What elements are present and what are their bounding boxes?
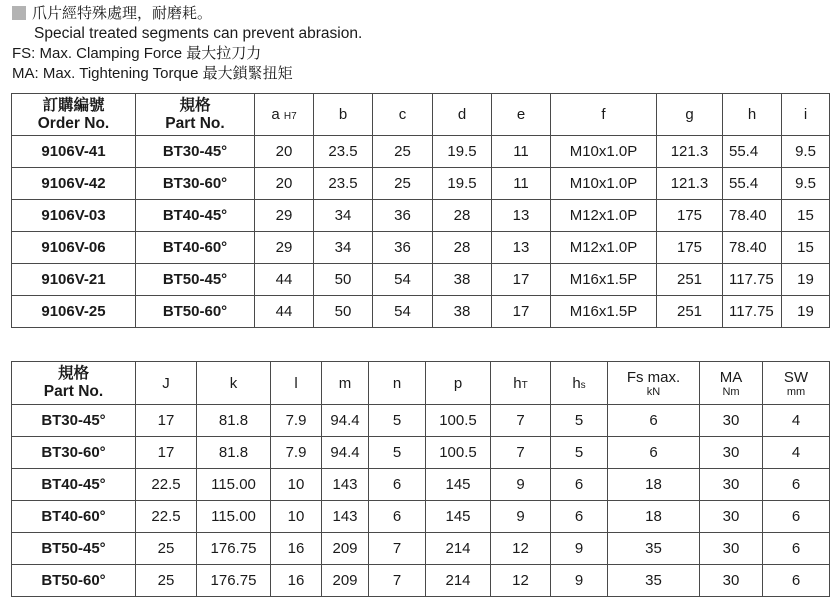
cell-n: 7	[369, 533, 426, 565]
cell-i: 15	[782, 232, 830, 264]
header-order-no: 訂購編號 Order No.	[12, 94, 136, 136]
cell-n: 5	[369, 437, 426, 469]
cell-k: 176.75	[197, 565, 271, 597]
cell-sw: 6	[763, 501, 830, 533]
cell-a: 29	[255, 232, 314, 264]
table-row	[12, 469, 830, 501]
cell-c: 54	[373, 264, 433, 296]
cell-l: 16	[271, 533, 322, 565]
cell-hT: 7	[491, 437, 551, 469]
cell-ma: 30	[700, 565, 763, 597]
cell-k: 115.00	[197, 501, 271, 533]
cell-e: 17	[492, 264, 551, 296]
cell-i: 19	[782, 296, 830, 328]
cell-sw: 4	[763, 437, 830, 469]
cell-fs: 35	[608, 533, 700, 565]
cell-sw: 6	[763, 469, 830, 501]
cell-h: 117.75	[723, 296, 782, 328]
cell-hT: 9	[491, 469, 551, 501]
cell-part: BT30-60°	[136, 168, 255, 200]
cell-c: 25	[373, 168, 433, 200]
cell-b: 50	[314, 296, 373, 328]
note-ma: MA: Max. Tightening Torque 最大鎖緊扭矩	[12, 65, 293, 82]
cell-k: 176.75	[197, 533, 271, 565]
cell-order: 9106V-25	[12, 296, 136, 328]
cell-d: 19.5	[433, 136, 492, 168]
notes-block	[12, 4, 832, 84]
table-header-row	[12, 362, 830, 405]
header-d: d	[433, 94, 492, 136]
cell-b: 50	[314, 264, 373, 296]
cell-b: 34	[314, 232, 373, 264]
cell-part: BT50-60°	[12, 565, 136, 597]
cell-g: 251	[657, 264, 723, 296]
table-row	[12, 533, 830, 565]
header-part-no: 規格 Part No.	[136, 94, 255, 136]
cell-f: M16x1.5P	[551, 296, 657, 328]
order-dimensions-table	[11, 93, 830, 328]
cell-sw: 6	[763, 565, 830, 597]
cell-e: 13	[492, 232, 551, 264]
cell-h: 78.40	[723, 232, 782, 264]
cell-p: 145	[426, 501, 491, 533]
header-n: n	[369, 362, 426, 405]
table-row	[12, 232, 830, 264]
header-m: m	[322, 362, 369, 405]
cell-k: 81.8	[197, 405, 271, 437]
header-c: c	[373, 94, 433, 136]
note-wear-cn-text: 爪片經特殊處理，耐磨耗。	[32, 5, 213, 22]
cell-part: BT50-45°	[136, 264, 255, 296]
cell-J: 17	[136, 437, 197, 469]
cell-hT: 12	[491, 533, 551, 565]
specifications-table	[11, 361, 830, 597]
cell-part: BT50-60°	[136, 296, 255, 328]
cell-p: 214	[426, 565, 491, 597]
cell-f: M10x1.0P	[551, 168, 657, 200]
cell-hs: 9	[551, 565, 608, 597]
cell-c: 36	[373, 232, 433, 264]
cell-J: 22.5	[136, 469, 197, 501]
header-e: e	[492, 94, 551, 136]
header-f: f	[551, 94, 657, 136]
cell-J: 17	[136, 405, 197, 437]
cell-ma: 30	[700, 501, 763, 533]
cell-fs: 6	[608, 437, 700, 469]
cell-ma: 30	[700, 437, 763, 469]
cell-f: M16x1.5P	[551, 264, 657, 296]
header-part-no: 規格 Part No.	[12, 362, 136, 405]
cell-n: 6	[369, 501, 426, 533]
cell-J: 25	[136, 565, 197, 597]
cell-a: 20	[255, 168, 314, 200]
cell-J: 22.5	[136, 501, 197, 533]
header-b: b	[314, 94, 373, 136]
cell-l: 7.9	[271, 437, 322, 469]
cell-ma: 30	[700, 533, 763, 565]
cell-fs: 6	[608, 405, 700, 437]
cell-part: BT30-45°	[136, 136, 255, 168]
header-p: p	[426, 362, 491, 405]
table-row	[12, 501, 830, 533]
cell-h: 55.4	[723, 136, 782, 168]
cell-g: 175	[657, 200, 723, 232]
cell-c: 25	[373, 136, 433, 168]
cell-e: 13	[492, 200, 551, 232]
header-k: k	[197, 362, 271, 405]
cell-a: 20	[255, 136, 314, 168]
cell-b: 23.5	[314, 168, 373, 200]
table-row	[12, 136, 830, 168]
cell-d: 38	[433, 296, 492, 328]
cell-sw: 4	[763, 405, 830, 437]
table-header-row	[12, 94, 830, 136]
header-h: h	[723, 94, 782, 136]
cell-hT: 9	[491, 501, 551, 533]
cell-order: 9106V-06	[12, 232, 136, 264]
cell-l: 10	[271, 501, 322, 533]
cell-a: 44	[255, 296, 314, 328]
cell-m: 94.4	[322, 405, 369, 437]
note-wear-cn	[12, 4, 832, 24]
table-row	[12, 405, 830, 437]
cell-n: 6	[369, 469, 426, 501]
header-hT: hT	[491, 362, 551, 405]
cell-a: 29	[255, 200, 314, 232]
header-a: a H7	[255, 94, 314, 136]
cell-g: 121.3	[657, 168, 723, 200]
header-g: g	[657, 94, 723, 136]
cell-n: 7	[369, 565, 426, 597]
cell-order: 9106V-41	[12, 136, 136, 168]
cell-e: 11	[492, 168, 551, 200]
cell-m: 143	[322, 469, 369, 501]
cell-hs: 6	[551, 469, 608, 501]
cell-i: 9.5	[782, 168, 830, 200]
cell-d: 38	[433, 264, 492, 296]
cell-p: 100.5	[426, 437, 491, 469]
cell-order: 9106V-42	[12, 168, 136, 200]
cell-p: 214	[426, 533, 491, 565]
table-row	[12, 168, 830, 200]
cell-c: 54	[373, 296, 433, 328]
cell-i: 19	[782, 264, 830, 296]
cell-g: 121.3	[657, 136, 723, 168]
cell-hs: 5	[551, 437, 608, 469]
cell-h: 117.75	[723, 264, 782, 296]
cell-hs: 6	[551, 501, 608, 533]
cell-l: 10	[271, 469, 322, 501]
cell-m: 209	[322, 533, 369, 565]
cell-f: M10x1.0P	[551, 136, 657, 168]
cell-hT: 7	[491, 405, 551, 437]
table-row	[12, 437, 830, 469]
cell-i: 9.5	[782, 136, 830, 168]
cell-hs: 5	[551, 405, 608, 437]
cell-J: 25	[136, 533, 197, 565]
cell-part: BT50-45°	[12, 533, 136, 565]
cell-e: 11	[492, 136, 551, 168]
cell-fs: 35	[608, 565, 700, 597]
table-row	[12, 296, 830, 328]
cell-p: 100.5	[426, 405, 491, 437]
cell-f: M12x1.0P	[551, 232, 657, 264]
cell-b: 23.5	[314, 136, 373, 168]
cell-g: 175	[657, 232, 723, 264]
cell-part: BT30-60°	[12, 437, 136, 469]
header-i: i	[782, 94, 830, 136]
square-bullet-icon	[12, 6, 26, 20]
header-hs: hs	[551, 362, 608, 405]
cell-k: 81.8	[197, 437, 271, 469]
cell-order: 9106V-03	[12, 200, 136, 232]
cell-g: 251	[657, 296, 723, 328]
cell-h: 78.40	[723, 200, 782, 232]
cell-m: 143	[322, 501, 369, 533]
cell-h: 55.4	[723, 168, 782, 200]
cell-i: 15	[782, 200, 830, 232]
note-fs: FS: Max. Clamping Force 最大拉刀力	[12, 45, 262, 62]
cell-order: 9106V-21	[12, 264, 136, 296]
cell-part: BT40-45°	[136, 200, 255, 232]
cell-part: BT40-60°	[12, 501, 136, 533]
cell-n: 5	[369, 405, 426, 437]
cell-part: BT40-45°	[12, 469, 136, 501]
cell-a: 44	[255, 264, 314, 296]
cell-l: 16	[271, 565, 322, 597]
cell-e: 17	[492, 296, 551, 328]
header-sw: SW mm	[763, 362, 830, 405]
header-J: J	[136, 362, 197, 405]
header-l: l	[271, 362, 322, 405]
cell-p: 145	[426, 469, 491, 501]
cell-fs: 18	[608, 501, 700, 533]
cell-sw: 6	[763, 533, 830, 565]
cell-ma: 30	[700, 405, 763, 437]
cell-d: 19.5	[433, 168, 492, 200]
table-row	[12, 264, 830, 296]
cell-k: 115.00	[197, 469, 271, 501]
cell-ma: 30	[700, 469, 763, 501]
note-wear-en: Special treated segments can prevent abrasion.	[34, 25, 363, 42]
cell-hs: 9	[551, 533, 608, 565]
cell-c: 36	[373, 200, 433, 232]
cell-part: BT40-60°	[136, 232, 255, 264]
cell-hT: 12	[491, 565, 551, 597]
cell-f: M12x1.0P	[551, 200, 657, 232]
cell-m: 94.4	[322, 437, 369, 469]
table-row	[12, 200, 830, 232]
cell-m: 209	[322, 565, 369, 597]
header-ma: MA Nm	[700, 362, 763, 405]
cell-d: 28	[433, 200, 492, 232]
cell-b: 34	[314, 200, 373, 232]
cell-l: 7.9	[271, 405, 322, 437]
table-row	[12, 565, 830, 597]
cell-d: 28	[433, 232, 492, 264]
header-fs-max: Fs max. kN	[608, 362, 700, 405]
cell-part: BT30-45°	[12, 405, 136, 437]
cell-fs: 18	[608, 469, 700, 501]
